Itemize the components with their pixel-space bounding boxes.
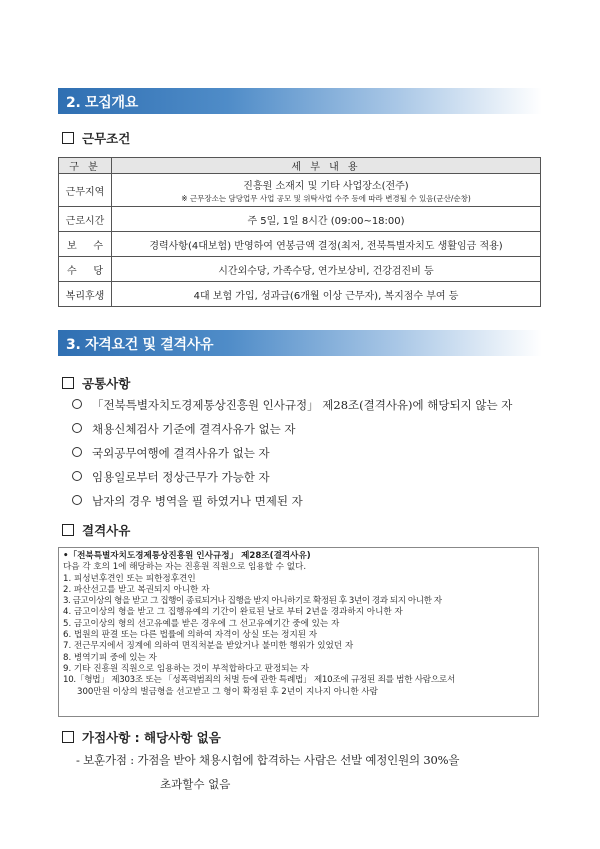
extra-points-heading: 가점사항 : 해당사항 없음 [62, 728, 221, 746]
regulation-intro: 다음 각 호의 1에 해당하는 자는 진흥원 직원으로 임용할 수 없다. [63, 562, 307, 573]
list-item: 4. 금고이상의 형을 받고 그 집행유예의 기간이 완료된 날로 부터 2년을 경과하지 아니한 자 [63, 607, 403, 618]
list-item: 채용신체검사 기준에 결격사유가 없는 자 [72, 421, 295, 437]
work-conditions-table [58, 157, 541, 307]
section-3-banner [58, 330, 542, 356]
table-row [59, 257, 541, 282]
row-label: 보 수 [59, 232, 112, 257]
veteran-points-text: - 보훈가점 : 가점을 받아 채용시험에 합격하는 사람은 선발 예정인원의 30%을 [76, 753, 460, 767]
row-label: 복리후생 [59, 282, 112, 307]
list-item: 「전북특별자치도경제통상진흥원 인사규정」 제28조(결격사유)에 해당되지 않는 자 [72, 397, 512, 413]
disqualification-heading: 결격사유 [62, 521, 130, 539]
row-note: ※ 근무장소는 담당업무 사업 공모 및 위탁사업 수주 등에 따라 변경될 수 있음(군산/순창) [181, 193, 471, 203]
row-value: 4대 보험 가입, 성과급(6개월 이상 근무자), 복지점수 부여 등 [112, 282, 541, 307]
table-row [59, 174, 541, 207]
circle-bullet-icon [72, 399, 82, 409]
list-item: 7. 전근무지에서 징계에 의하여 면직처분을 받았거나 불미한 행위가 있었던 자 [63, 641, 354, 652]
checkbox-square-icon [62, 731, 74, 743]
checkbox-square-icon [62, 524, 74, 536]
section-2-title: 2. 모집개요 [66, 95, 138, 111]
row-label: 근로시간 [59, 207, 112, 232]
table-row [59, 232, 541, 257]
regulation-title: •「전북특별자치도경제통상진흥원 인사규정」 제28조(결격사유) [63, 551, 311, 561]
list-item: 6. 법원의 판결 또는 다른 법률에 의하여 자격이 상실 또는 정지된 자 [63, 630, 318, 641]
list-item: 2. 파산선고를 받고 복권되지 아니한 자 [63, 584, 210, 595]
row-label: 근무지역 [59, 174, 112, 207]
list-item: 5. 금고이상의 형의 선고유예를 받은 경우에 그 선고유예기간 중에 있는 자 [63, 618, 340, 629]
common-requirements-heading: 공통사항 [62, 374, 130, 392]
list-item: 9. 기타 진흥원 직원으로 임용하는 것이 부적합하다고 판정되는 자 [63, 663, 309, 674]
list-item: 10.「형법」 제303조 또는 「성폭력범죄의 처벌 등에 관한 특례법」 제10조에 규정된 죄를 범한 사람으로서 [63, 675, 456, 686]
row-value: 진흥원 소재지 및 기타 사업장소(전주) ※ 근무장소는 담당업무 사업 공모 및 위탁사업 수주 등에 따라 변경될 수 있음(군산/순창) [112, 174, 541, 207]
circle-bullet-icon [72, 495, 82, 505]
list-item: 임용일로부터 정상근무가 가능한 자 [72, 469, 270, 485]
work-conditions-heading: 근무조건 [62, 129, 130, 147]
row-value: 주 5일, 1일 8시간 (09:00~18:00) [112, 207, 541, 232]
table-row [59, 282, 541, 307]
disqualification-box [58, 547, 539, 717]
section-3-title: 3. 자격요건 및 결격사유 [66, 337, 214, 353]
section-2-banner [58, 88, 542, 114]
list-item: 국외공무여행에 결격사유가 없는 자 [72, 445, 270, 461]
checkbox-square-icon [62, 132, 74, 144]
row-value: 시간외수당, 가족수당, 연가보상비, 건강검진비 등 [112, 257, 541, 282]
list-item: 1. 피성년후견인 또는 피한정후견인 [63, 573, 196, 584]
list-item: 3. 금고이상의 형을 받고 그 집행이 종료되거나 집행을 받지 아니하기로 확정된 후 3년이 경과 되지 아니한 자 [63, 596, 442, 607]
row-value: 경력사항(4대보험) 반영하여 연봉금액 결정(최저, 전북특별자치도 생활임금 적용) [112, 232, 541, 257]
checkbox-square-icon [62, 377, 74, 389]
table-header-details: 세 부 내 용 [112, 158, 541, 174]
circle-bullet-icon [72, 423, 82, 433]
list-item: 8. 병역기피 중에 있는 자 [63, 652, 157, 663]
list-item: 남자의 경우 병역을 필 하였거나 면제된 자 [72, 493, 303, 509]
table-header-row [59, 158, 541, 174]
circle-bullet-icon [72, 447, 82, 457]
row-label: 수 당 [59, 257, 112, 282]
table-header-category: 구 분 [59, 158, 112, 174]
table-row [59, 207, 541, 232]
circle-bullet-icon [72, 471, 82, 481]
veteran-points-text-continued: 초과할수 없음 [160, 777, 231, 791]
list-item: 300만원 이상의 벌금형을 선고받고 그 형이 확정된 후 2년이 지나지 아니한 사람 [77, 686, 378, 697]
